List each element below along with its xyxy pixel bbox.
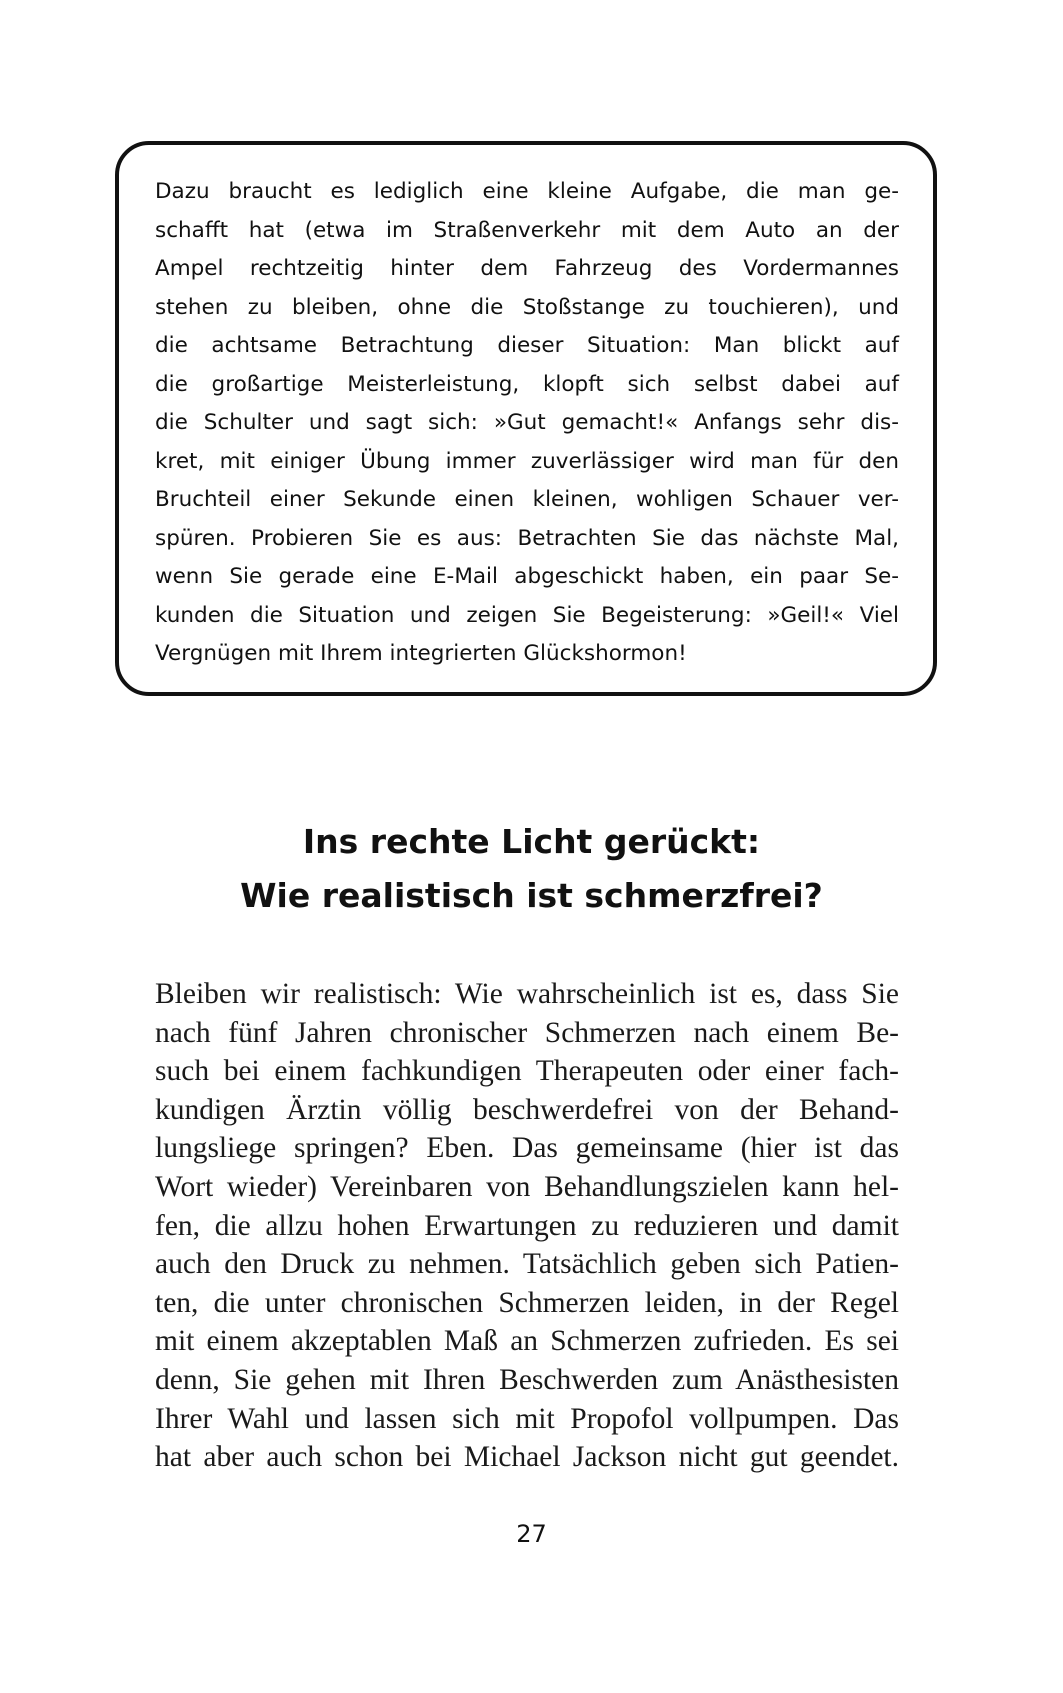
body-line: hat aber auch schon bei Michael Jackson nicht gut geendet. [155, 1441, 899, 1474]
section-heading-line-1: Ins rechte Licht gerückt: [302, 822, 761, 861]
info-box-line: wenn Sie gerade eine E-Mail abgeschickt haben, ein paar Se- [155, 564, 899, 589]
info-box-line: stehen zu bleiben, ohne die Stoßstange zu touchieren), und [155, 294, 899, 320]
info-box-text [155, 173, 899, 674]
info-box-line: die Schulter und sagt sich: »Gut gemacht!« Anfangs sehr dis- [155, 410, 899, 435]
section-heading [0, 815, 1063, 923]
info-box-line: schafft hat (etwa im Straßenverkehr mit dem Auto an der [155, 217, 899, 243]
body-line: Wort wieder) Vereinbaren von Behandlungszielen kann hel- [155, 1170, 899, 1203]
info-box-line: kunden die Situation und zeigen Sie Begeisterung: »Geil!« Viel [155, 602, 899, 628]
body-line: kundigen Ärztin völlig beschwerdefrei von der Behand- [155, 1093, 899, 1126]
info-box-line: Bruchteil einer Sekunde einen kleinen, wohligen Schauer ver- [155, 487, 899, 512]
body-line: lungsliege springen? Eben. Das gemeinsame (hier ist das [155, 1132, 899, 1165]
body-line: nach fünf Jahren chronischer Schmerzen nach einem Be- [155, 1016, 899, 1049]
body-paragraph [155, 975, 899, 1477]
info-box-line: die achtsame Betrachtung dieser Situation: Man blickt auf [155, 333, 899, 358]
body-line: Ihrer Wahl und lassen sich mit Propofol vollpumpen. Das [155, 1402, 899, 1435]
body-line: mit einem akzeptablen Maß an Schmerzen zufrieden. Es sei [155, 1325, 899, 1358]
info-box-line: Dazu braucht es lediglich eine kleine Aufgabe, die man ge- [155, 179, 899, 204]
section-heading-line-2: Wie realistisch ist schmerzfrei? [240, 876, 823, 915]
body-line: such bei einem fachkundigen Therapeuten oder einer fach- [155, 1055, 899, 1088]
page-number: 27 [516, 1520, 547, 1548]
info-box-line: kret, mit einiger Übung immer zuverlässiger wird man für den [155, 448, 899, 474]
info-box-line: Vergnügen mit Ihrem integrierten Glückshormon! [155, 641, 687, 666]
body-line: fen, die allzu hohen Erwartungen zu reduzieren und damit [155, 1209, 899, 1242]
body-line: auch den Druck zu nehmen. Tatsächlich geben sich Patien- [155, 1248, 899, 1281]
info-box-line: spüren. Probieren Sie es aus: Betrachten Sie das nächste Mal, [155, 525, 899, 551]
body-line: Bleiben wir realistisch: Wie wahrscheinlich ist es, dass Sie [155, 978, 899, 1010]
body-line: denn, Sie gehen mit Ihren Beschwerden zum Anästhesisten [155, 1363, 899, 1396]
info-box-line: Ampel rechtzeitig hinter dem Fahrzeug des Vordermannes [155, 256, 899, 281]
body-line: ten, die unter chronischen Schmerzen leiden, in der Regel [155, 1286, 899, 1319]
info-box-line: die großartige Meisterleistung, klopft sich selbst dabei auf [155, 371, 899, 397]
